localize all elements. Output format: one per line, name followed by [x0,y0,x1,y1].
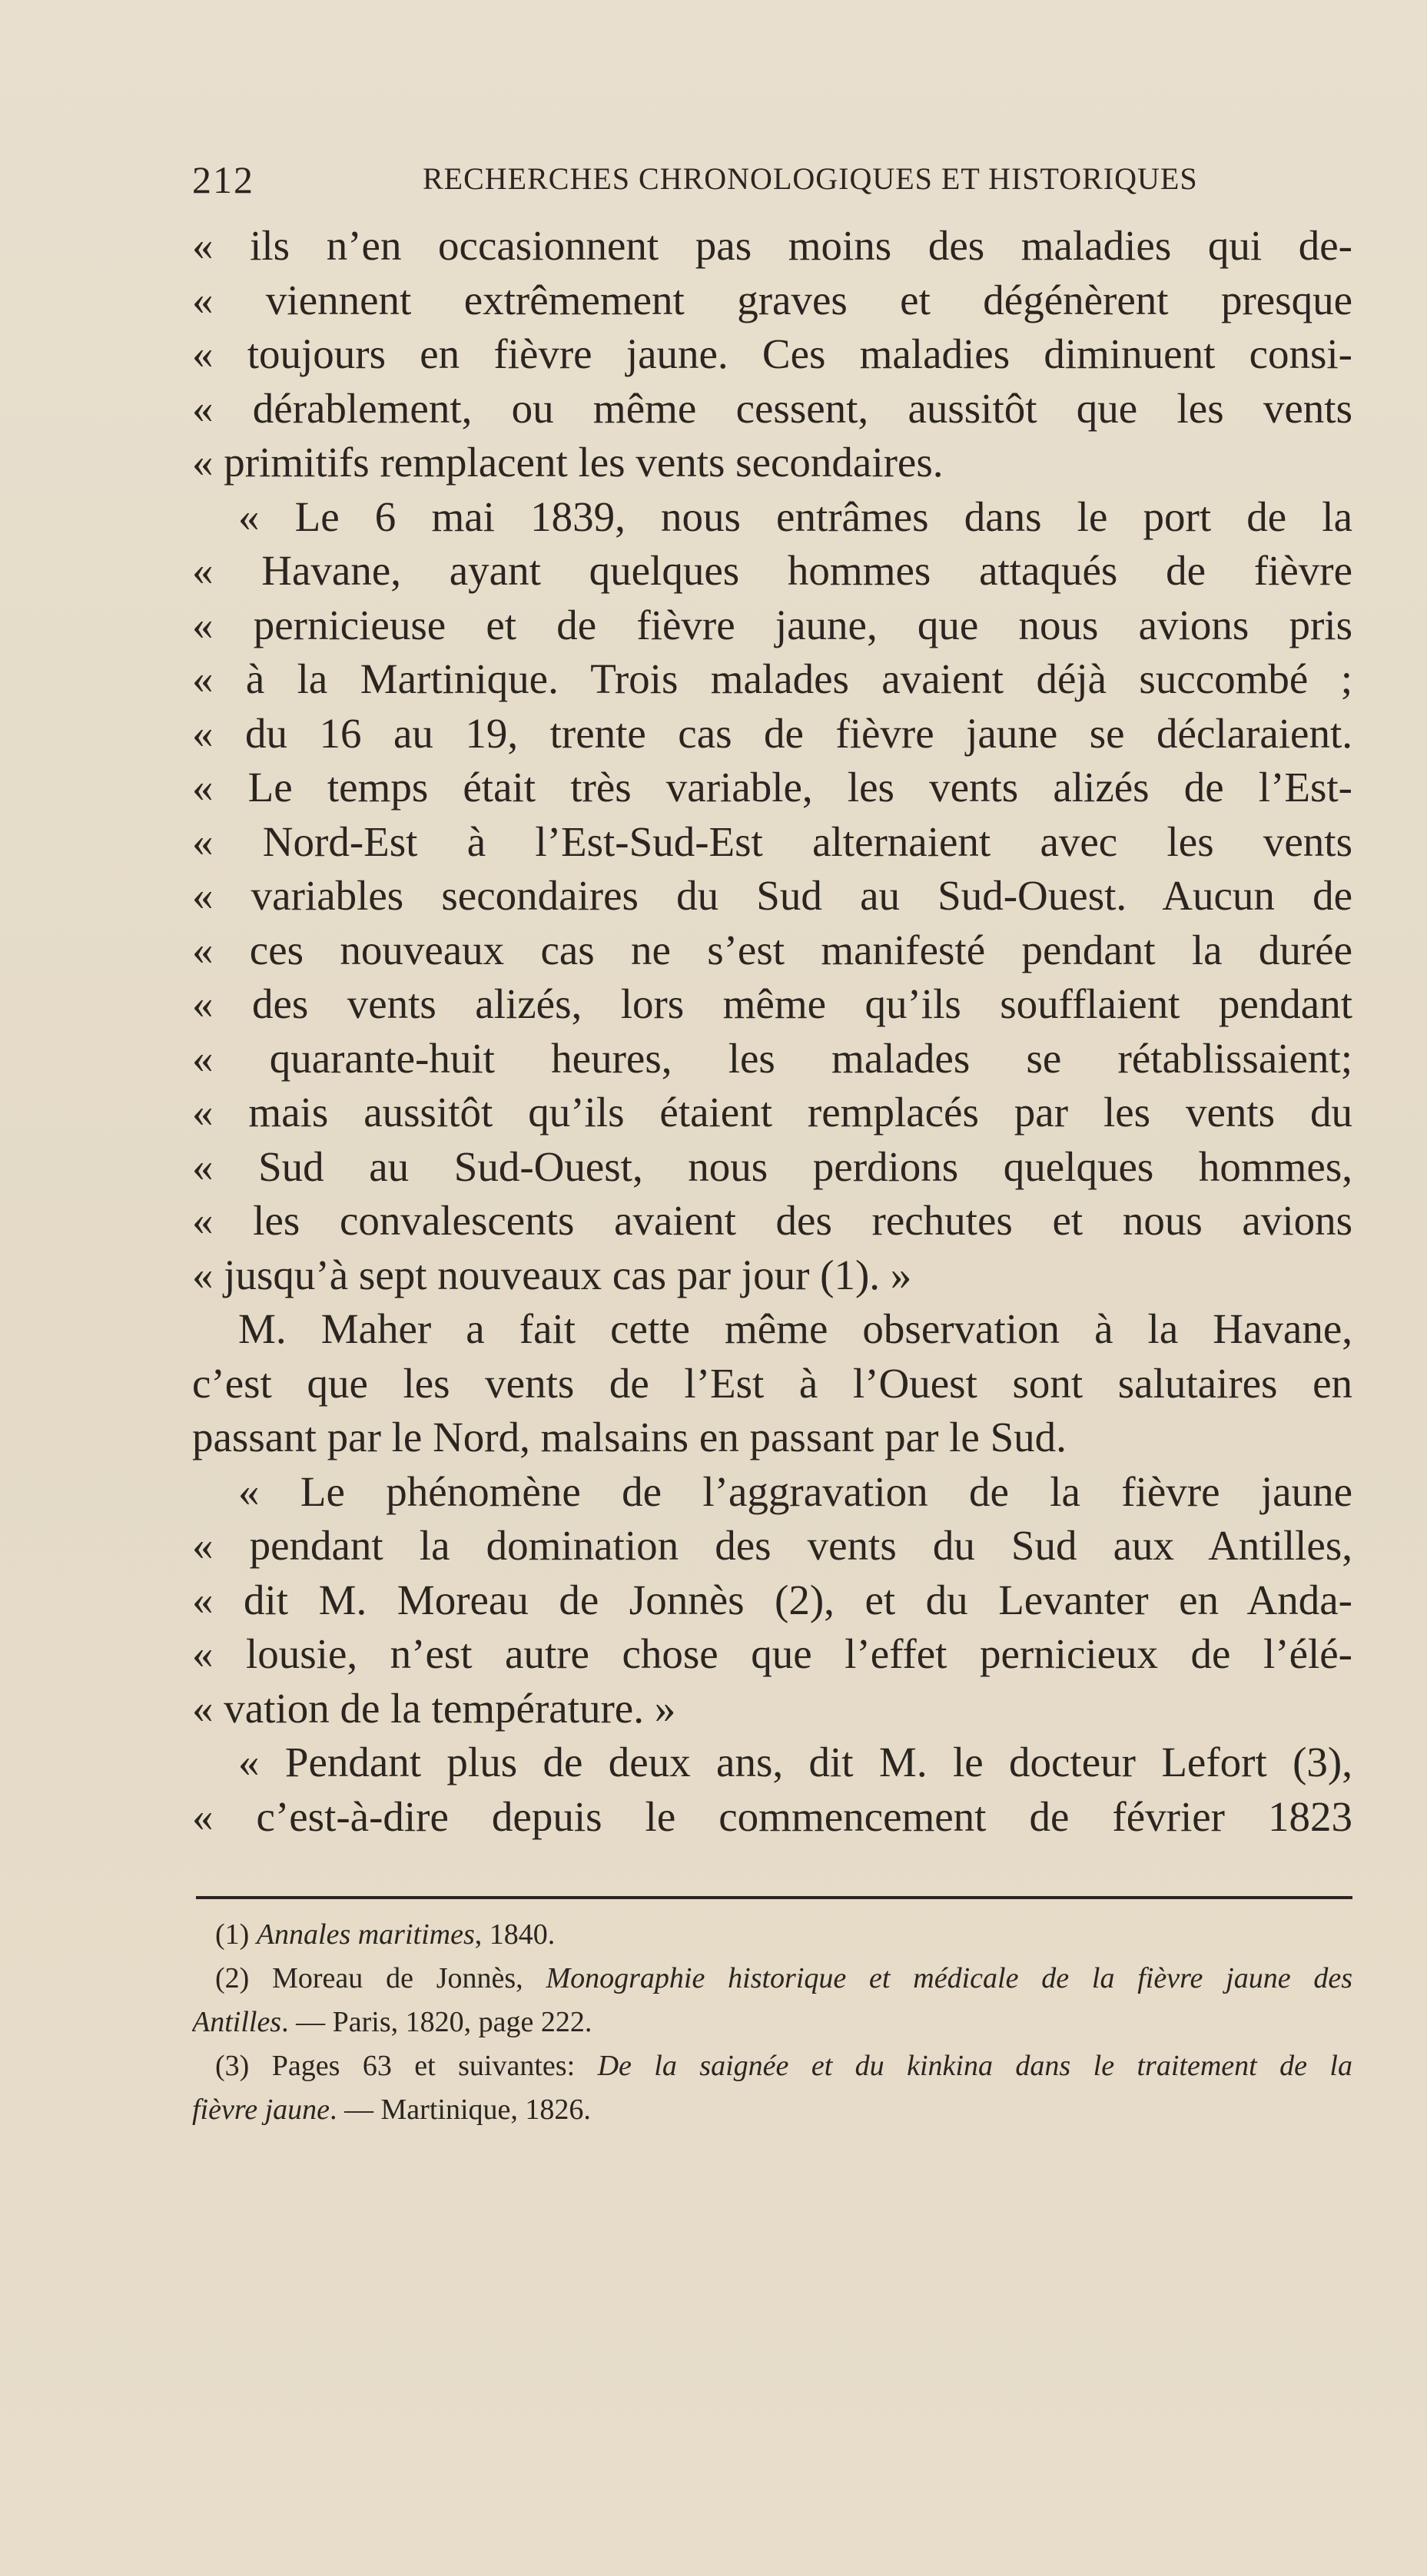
text-line: « ils n’en occasionnent pas moins des maladies qui de- [192,222,1352,269]
page-number: 212 [192,158,254,201]
text-line: « du 16 au 19, trente cas de fièvre jaune se déclaraient. [192,709,1352,757]
text-line: passant par le Nord, malsains en passant par le Sud. [192,1414,1067,1460]
text-line: « quarante-huit heures, les malades se rétablissaient; [192,1034,1352,1082]
text-line: M. Maher a fait cette même observation à la Havane, [238,1305,1352,1352]
text-line: « mais aussitôt qu’ils étaient remplacés par les vents du [192,1089,1352,1135]
footnote-2-title-cont: Antilles [192,2006,282,2038]
text-line: c’est que les vents de l’Est à l’Ouest sont salutaires en [192,1359,1352,1407]
text-line: « ces nouveaux cas ne s’est manifesté pendant la durée [192,926,1352,973]
text-line: « Sud au Sud-Ouest, nous perdions quelques hommes, [192,1142,1352,1190]
footnote-2-mark: (2) Moreau de Jonnès, [215,1962,546,1994]
footnote-1 [192,1913,1352,1957]
text-line: « Le phénomène de l’aggravation de la fièvre jaune [238,1467,1352,1515]
text-line: « les convalescents avaient des rechutes et nous avions [192,1197,1352,1244]
footnote-2-rest: . — Paris, 1820, page 222. [281,2006,592,2038]
footnote-2-line-1 [192,1957,1352,2001]
footnote-1-title: Annales maritimes [256,1918,475,1951]
text-line: « à la Martinique. Trois malades avaient déjà succombé ; [192,655,1352,702]
running-head [192,157,1352,204]
footnotes [192,1913,1352,2132]
running-title: RECHERCHES CHRONOLOGIQUES ET HISTORIQUES [423,161,1198,196]
footnote-3-line-1 [192,2044,1352,2088]
text-line: « Nord-Est à l’Est-Sud-Est alternaient avec les vents [192,817,1352,865]
footnote-3-line-2 [192,2088,1352,2132]
footnote-1-mark: (1) [215,1918,257,1951]
text-line: « c’est-à-dire depuis le commencement de février 1823 [192,1792,1352,1840]
text-line: « vation de la température. » [192,1684,676,1732]
text-line: « viennent extrêmement graves et dégénèrent presque [192,276,1352,323]
footnote-3-rest: . — Martinique, 1826. [330,2094,591,2126]
text-line: « lousie, n’est autre chose que l’effet pernicieux de l’élé- [192,1630,1352,1677]
text-line: « dit M. Moreau de Jonnès (2), et du Levanter en Anda- [192,1576,1352,1623]
footnote-2-title: Monographie historique et médicale de la fièvre jaune des [546,1962,1352,1994]
text-line: « Pendant plus de deux ans, dit M. le docteur Lefort (3), [238,1739,1352,1785]
footnote-rule [196,1896,1352,1899]
text-line: « pernicieuse et de fièvre jaune, que nous avions pris [192,601,1352,648]
footnote-2-line-2 [192,2001,1352,2044]
text-line: « jusqu’à sept nouveaux cas par jour (1). » [192,1251,912,1298]
text-line: « dérablement, ou même cessent, aussitôt que les vents [192,384,1352,432]
text-line: « variables secondaires du Sud au Sud-Ouest. Aucun de [192,872,1352,919]
text-line: « des vents alizés, lors même qu’ils soufflaient pendant [192,980,1352,1027]
footnote-3-mark: (3) Pages 63 et suivantes: [215,2050,598,2082]
text-line: « Le 6 mai 1839, nous entrâmes dans le port de la [238,492,1352,540]
body-text [192,219,1352,1844]
footnote-3-title: De la saignée et du kinkina dans le traitement de la [597,2050,1352,2082]
text-line: « Le temps était très variable, les vents alizés de l’Est- [192,764,1352,811]
footnote-1-rest: , 1840. [474,1918,556,1951]
text-line: « Havane, ayant quelques hommes attaqués de fièvre [192,547,1352,594]
text-line: « pendant la domination des vents du Sud aux Antilles, [192,1522,1352,1569]
footnote-3-title-cont: fièvre jaune [192,2094,330,2126]
text-line: « primitifs remplacent les vents secondaires. [192,439,944,486]
text-line: « toujours en fièvre jaune. Ces maladies diminuent consi- [192,330,1352,377]
